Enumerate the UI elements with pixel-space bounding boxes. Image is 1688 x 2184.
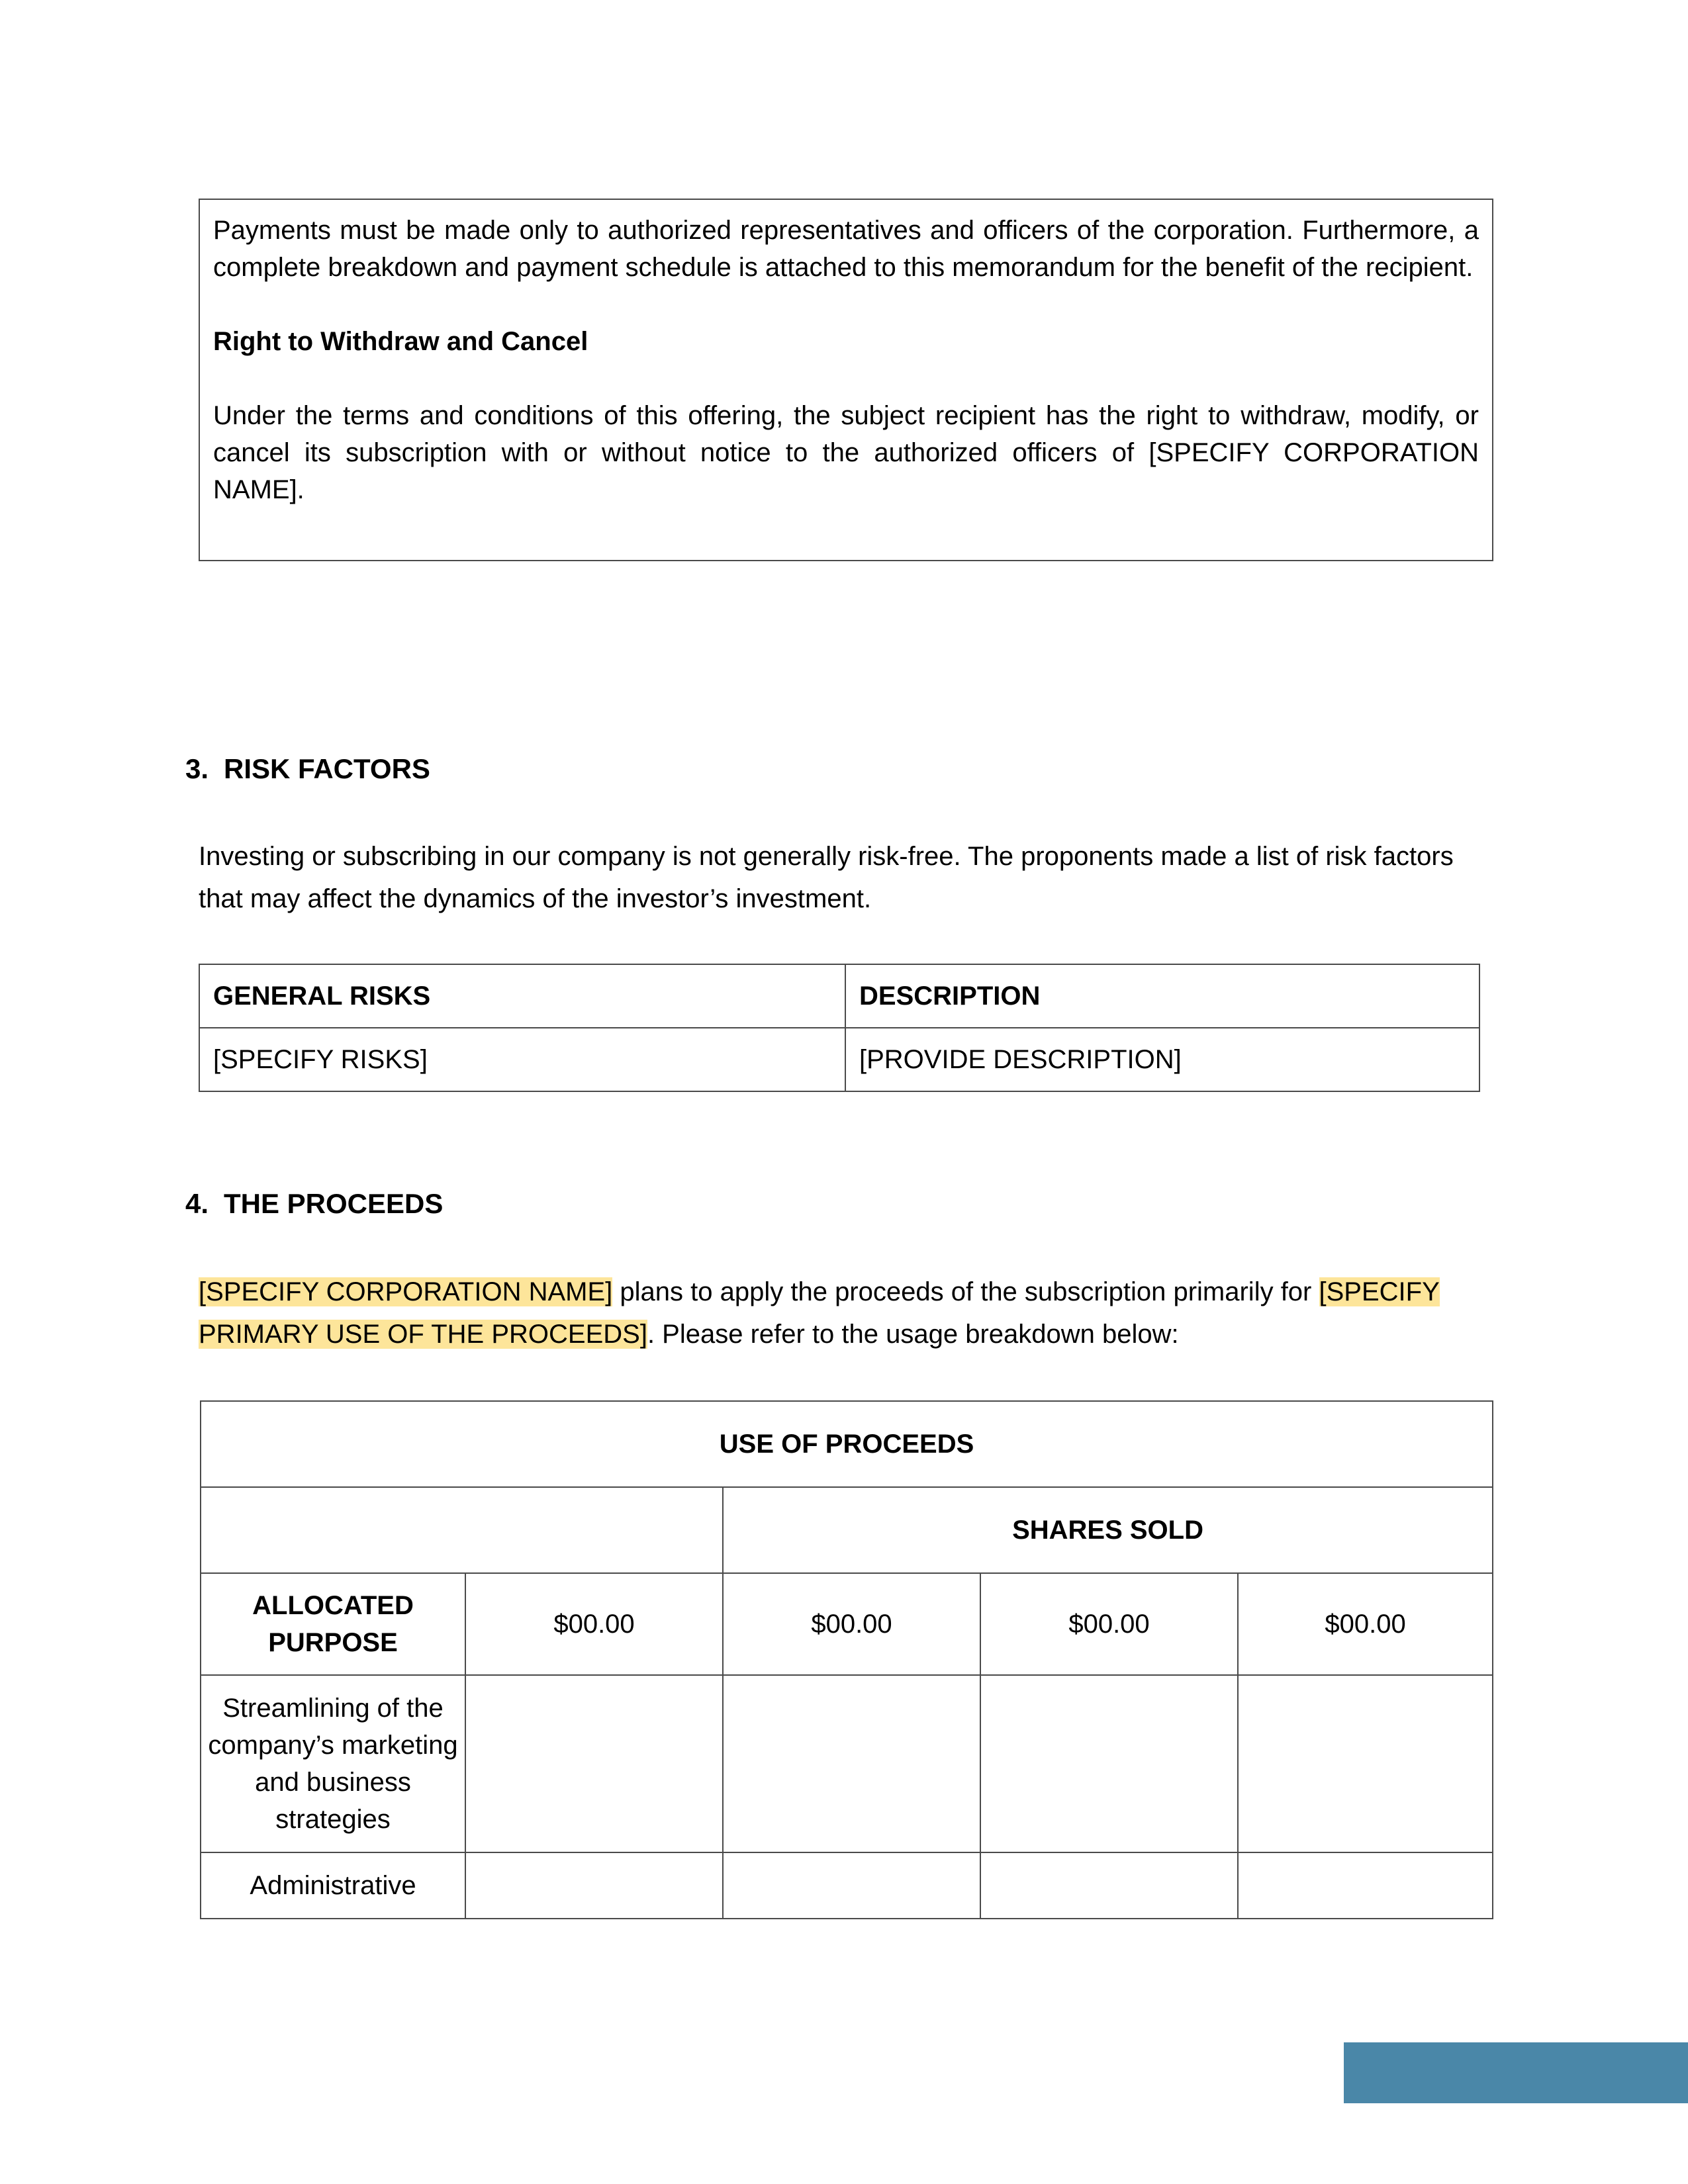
amounts-row xyxy=(201,1573,1493,1675)
amount-cell: $00.00 xyxy=(723,1573,980,1675)
empty-cell xyxy=(201,1487,723,1573)
empty-cell xyxy=(465,1675,723,1852)
purpose-cell: Administrative xyxy=(201,1852,465,1919)
withdraw-heading: Right to Withdraw and Cancel xyxy=(213,327,588,356)
section-4-number: 4. xyxy=(185,1188,209,1219)
section-3-heading xyxy=(185,751,430,788)
section-4-heading xyxy=(185,1185,443,1222)
table-row xyxy=(199,1028,1479,1091)
empty-cell xyxy=(723,1852,980,1919)
primary-use-placeholder: [SPECIFY PRIMARY USE OF THE PROCEEDS] xyxy=(199,1277,1440,1349)
proceeds-intro-text-b: . Please refer to the usage breakdown below: xyxy=(647,1320,1179,1349)
use-of-proceeds-title: USE OF PROCEEDS xyxy=(201,1401,1493,1487)
purpose-cell: Streamlining of the company’s marketing and business strategies xyxy=(201,1675,465,1852)
use-of-proceeds-table xyxy=(200,1400,1493,1919)
amount-cell: $00.00 xyxy=(980,1573,1238,1675)
shares-sold-row xyxy=(201,1487,1493,1573)
empty-cell xyxy=(1238,1675,1493,1852)
amount-cell: $00.00 xyxy=(1238,1573,1493,1675)
empty-cell xyxy=(980,1675,1238,1852)
table-row xyxy=(201,1852,1493,1919)
risk-factors-intro: Investing or subscribing in our company is not generally risk-free. The proponents made a list of risk factors that may affect the dynamics of the investor’s investment. xyxy=(199,842,1454,913)
empty-cell xyxy=(980,1852,1238,1919)
withdraw-text: Under the terms and conditions of this offering, the subject recipient has the right to withdraw, modify, or cancel its subscription with or without notice to the authorized officers of [SPECIFY CORPORATION NAME]. xyxy=(213,401,1479,504)
risk-cell: [SPECIFY RISKS] xyxy=(199,1028,845,1091)
description-cell: [PROVIDE DESCRIPTION] xyxy=(845,1028,1479,1091)
footer-accent-bar xyxy=(1344,2042,1688,2103)
risk-col-header: GENERAL RISKS xyxy=(199,964,845,1028)
risk-table-header-row xyxy=(199,964,1479,1028)
section-4-title: THE PROCEEDS xyxy=(224,1188,444,1219)
payment-text: Payments must be made only to authorized representatives and officers of the corporation. Furthermore, a complete breakdown and payment schedule is attached to this memorandum for the benefit of the recipient. xyxy=(213,216,1479,282)
corporation-name-placeholder: [SPECIFY CORPORATION NAME] xyxy=(199,1277,613,1306)
empty-cell xyxy=(465,1852,723,1919)
amount-cell: $00.00 xyxy=(465,1573,723,1675)
allocated-purpose-header: ALLOCATED PURPOSE xyxy=(201,1573,465,1675)
payment-terms-box xyxy=(199,199,1493,561)
proceeds-intro-text-a: plans to apply the proceeds of the subscription primarily for xyxy=(612,1277,1319,1306)
empty-cell xyxy=(723,1675,980,1852)
shares-sold-header: SHARES SOLD xyxy=(723,1487,1493,1573)
proceeds-title-row xyxy=(201,1401,1493,1487)
table-row xyxy=(201,1675,1493,1852)
description-col-header: DESCRIPTION xyxy=(845,964,1479,1028)
risk-table xyxy=(199,964,1480,1092)
section-3-number: 3. xyxy=(185,753,209,784)
section-3-title: RISK FACTORS xyxy=(224,753,430,784)
proceeds-intro xyxy=(199,1271,1456,1355)
empty-cell xyxy=(1238,1852,1493,1919)
